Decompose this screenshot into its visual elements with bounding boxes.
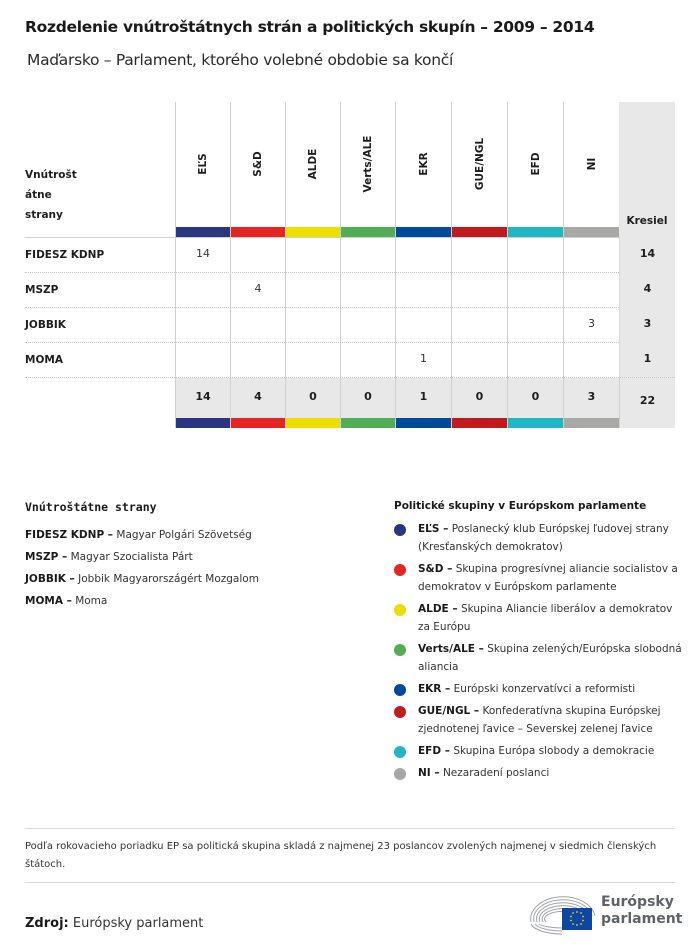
seat-cell [451,237,507,273]
seat-cell [507,272,563,308]
seat-cell [395,307,451,343]
group-color-dot-icon [394,604,406,616]
group-total: 0 [285,378,340,428]
seat-cell [285,237,340,273]
national-party-legend-item: MOMA – Moma [25,595,108,607]
group-label: GUE/NGL [473,137,486,191]
group-legend-item: EFD – Skupina Európa slobody a demokracie [394,742,684,760]
source-label: Zdroj: [25,916,69,931]
table-header [25,102,675,237]
divider [25,882,675,883]
seat-cell [340,342,395,378]
row-total: 3 [619,307,675,343]
group-legend-item: Verts/ALE – Skupina zelených/Európska slobodná aliancia [394,640,684,676]
seat-distribution-table [25,102,675,427]
group-color-dot-icon [394,684,406,696]
seat-cell [285,272,340,308]
group-color-bar [452,227,507,237]
row-total: 14 [619,237,675,273]
group-label: EKR [417,152,430,176]
group-color-dot-icon [394,564,406,576]
group-column-header [175,102,230,237]
group-color-bar [286,227,340,237]
seat-cell [507,307,563,343]
seat-cell: 14 [175,237,230,273]
group-label: NI [585,157,598,171]
seat-cell [563,342,619,378]
group-legend-item: NI – Nezaradení poslanci [394,764,684,782]
seat-cell [507,237,563,273]
group-color-dot-icon [394,768,406,780]
totals-row [25,377,675,427]
group-legend-item: GUE/NGL – Konfederatívna skupina Európskej zjednotenej ľavice – Severskej zelenej ľavice [394,702,684,738]
group-color-bar [341,418,395,428]
party-name: MOMA [25,354,63,366]
group-legend-item: EKR – Európski konzervatívci a reformisti [394,680,684,698]
national-party-legend-item: JOBBIK – Jobbik Magyarországért Mozgalom [25,573,259,585]
group-total: 0 [507,378,563,428]
group-column-header [451,102,507,237]
row-total: 4 [619,272,675,308]
page-title: Rozdelenie vnútroštátnych strán a politických skupín – 2009 – 2014 [25,18,595,36]
footnote: Podľa rokovacieho poriadku EP sa politická skupina skladá z najmenej 23 poslancov zvolených najmenej v siedmich členských štátoch. [25,841,657,870]
seat-cell [340,272,395,308]
group-color-bar [341,227,395,237]
seats-column-header: Kresiel [619,102,675,237]
group-legend-item: EĽS – Poslanecký klub Európskej ľudovej strany (Kresťanských demokratov) [394,520,684,556]
seat-cell [230,342,285,378]
group-color-dot-icon [394,746,406,758]
seat-cell [451,272,507,308]
group-color-dot-icon [394,644,406,656]
party-name: FIDESZ KDNP [25,249,105,261]
seat-cell: 4 [230,272,285,308]
groups-legend-title: Politické skupiny v Európskom parlamente [394,500,647,512]
seat-cell [395,237,451,273]
group-total: 0 [451,378,507,428]
political-groups-legend [394,500,684,786]
seat-cell [563,237,619,273]
seat-cell [230,307,285,343]
seat-cell [451,307,507,343]
seat-cell [340,237,395,273]
group-color-bar [176,418,230,428]
party-name: JOBBIK [25,319,66,331]
table-row [25,237,675,272]
hemicycle-icon [528,892,598,936]
seat-cell [285,307,340,343]
group-color-bar [396,227,451,237]
group-label: Verts/ALE [362,135,374,193]
seat-cell: 3 [563,307,619,343]
logo-text: Európsky parlament [601,894,683,927]
table-row [25,342,675,377]
seat-cell [563,272,619,308]
group-color-bar [176,227,230,237]
group-color-bar [564,227,619,237]
table-row [25,272,675,307]
group-color-bar [508,418,563,428]
group-color-bar [286,418,340,428]
national-parties-legend [25,500,365,612]
group-label: ALDE [307,148,319,180]
table-row [25,307,675,342]
group-column-header [395,102,451,237]
group-total: 0 [340,378,395,428]
national-party-legend-item: FIDESZ KDNP – Magyar Polgári Szövetség [25,529,252,541]
national-legend-title: Vnútroštátne strany [25,500,157,514]
group-column-header [230,102,285,237]
divider [25,828,675,829]
group-color-dot-icon [394,524,406,536]
row-total: 1 [619,342,675,378]
party-name: MSZP [25,284,59,296]
group-column-header [340,102,395,237]
party-column-header: Vnútrošt átne strany [25,169,77,221]
group-legend-item: S&D – Skupina progresívnej aliancie socialistov a demokratov v Európskom parlamente [394,560,684,596]
seat-cell: 1 [395,342,451,378]
seat-cell [507,342,563,378]
page-subtitle: Maďarsko – Parlament, ktorého volebné obdobie sa končí [27,51,453,69]
group-color-dot-icon [394,706,406,718]
group-total: 3 [563,378,619,428]
group-color-bar [231,418,285,428]
seat-cell [230,237,285,273]
group-color-bar [508,227,563,237]
source-value: Európsky parlament [72,916,204,931]
group-label: EFD [529,152,542,176]
seat-cell [175,272,230,308]
seat-cell [175,342,230,378]
group-column-header [563,102,619,237]
source-line [25,916,203,931]
group-color-bar [452,418,507,428]
seat-cell [451,342,507,378]
group-total: 4 [230,378,285,428]
group-label: S&D [252,151,264,177]
group-total: 1 [395,378,451,428]
seat-cell [175,307,230,343]
group-total: 14 [175,378,230,428]
group-color-bar [231,227,285,237]
grand-total: 22 [619,378,675,428]
seat-cell [395,272,451,308]
seat-cell [285,342,340,378]
group-column-header [507,102,563,237]
group-legend-item: ALDE – Skupina Aliancie liberálov a demokratov za Európu [394,600,684,636]
group-column-header [285,102,340,237]
group-color-bar [396,418,451,428]
european-parliament-logo [528,892,683,936]
national-party-legend-item: MSZP – Magyar Szocialista Párt [25,551,193,563]
group-label: EĽS [197,153,209,175]
group-color-bar [564,418,619,428]
seat-cell [340,307,395,343]
